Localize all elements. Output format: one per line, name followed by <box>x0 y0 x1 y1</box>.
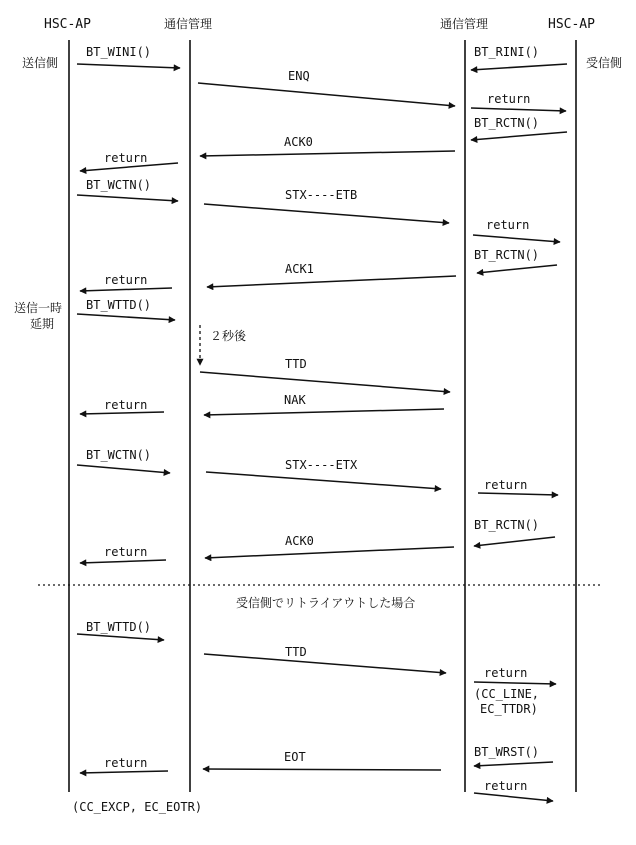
arrow-ack1 <box>207 276 456 287</box>
label-stx-etb: STX----ETB <box>285 188 358 202</box>
arrow-return-r1 <box>471 108 566 111</box>
label-bt-wini: BT_WINI() <box>86 45 152 59</box>
arrow-bt-wctn-1 <box>77 195 178 201</box>
header-right-ap: HSC-AP <box>548 17 595 32</box>
section-caption: 受信側でリトライアウトした場合 <box>236 596 416 610</box>
label-enq: ENQ <box>288 69 310 83</box>
label-bt-rini: BT_RINI() <box>474 45 540 59</box>
arrow-bt-wttd-2 <box>77 634 164 640</box>
arrow-return-r4 <box>474 682 556 684</box>
label-ack1: ACK1 <box>285 262 314 276</box>
arrow-return-r2 <box>473 235 560 242</box>
label-stx-etx: STX----ETX <box>285 458 358 472</box>
label-ttd-2: TTD <box>285 645 307 659</box>
label-error-final: (CC_EXCP, EC_EOTR) <box>72 800 203 814</box>
side-label-sender: 送信側 <box>22 56 59 70</box>
header-right-comm: 通信管理 <box>440 17 489 31</box>
arrow-ack0-1 <box>200 151 455 156</box>
label-error-ttdr: EC_TTDR) <box>480 702 538 716</box>
arrow-bt-wctn-2 <box>77 465 170 473</box>
arrow-bt-wrst <box>474 762 553 766</box>
label-bt-rctn-3: BT_RCTN() <box>474 518 540 532</box>
arrow-bt-rctn-3 <box>474 537 555 546</box>
arrow-enq <box>198 83 455 106</box>
side-label-delay-2: 延期 <box>30 317 55 331</box>
label-bt-rctn-2: BT_RCTN() <box>474 248 540 262</box>
label-ack0-2: ACK0 <box>285 534 314 548</box>
label-bt-rctn-1: BT_RCTN() <box>474 116 540 130</box>
label-bt-wctn-2: BT_WCTN() <box>86 448 152 462</box>
label-return-r4: return <box>484 666 528 680</box>
label-return-l3: return <box>104 398 148 412</box>
label-bt-wrst: BT_WRST() <box>474 745 540 759</box>
label-ack0-1: ACK0 <box>284 135 313 149</box>
label-return-l1: return <box>104 151 148 165</box>
arrow-nak <box>204 409 444 415</box>
label-return-l5: return <box>104 756 148 770</box>
arrow-bt-rctn-1 <box>471 132 567 140</box>
label-bt-wttd-1: BT_WTTD() <box>86 298 152 312</box>
arrow-ack0-2 <box>205 547 454 558</box>
label-bt-wctn-1: BT_WCTN() <box>86 178 152 192</box>
label-eot: EOT <box>284 750 306 764</box>
label-bt-wttd-2: BT_WTTD() <box>86 620 152 634</box>
arrow-return-l2 <box>80 288 172 291</box>
label-return-r2: return <box>486 218 530 232</box>
header-left-comm: 通信管理 <box>164 17 213 31</box>
arrow-return-l3 <box>80 412 164 414</box>
arrow-return-l4 <box>80 560 166 563</box>
arrow-bt-rini <box>471 64 567 70</box>
arrow-ttd-2 <box>204 654 446 673</box>
arrow-bt-wini <box>77 64 180 68</box>
side-label-receiver: 受信側 <box>586 56 623 70</box>
arrow-bt-wttd-1 <box>77 314 175 320</box>
label-return-r3: return <box>484 478 528 492</box>
arrow-return-r5 <box>474 793 553 801</box>
arrow-eot <box>203 769 441 770</box>
label-nak: NAK <box>284 393 306 407</box>
side-label-delay-1: 送信一時 <box>14 301 63 315</box>
label-return-l2: return <box>104 273 148 287</box>
arrow-ttd-1 <box>200 372 450 392</box>
label-return-r5: return <box>484 779 528 793</box>
header-left-ap: HSC-AP <box>44 17 91 32</box>
label-delay: ２秒後 <box>210 329 247 343</box>
label-return-r1: return <box>487 92 531 106</box>
arrow-return-r3 <box>478 493 558 495</box>
label-error-line: (CC_LINE, <box>474 687 540 701</box>
label-ttd-1: TTD <box>285 357 307 371</box>
arrow-stx-etb <box>204 204 449 223</box>
arrow-bt-rctn-2 <box>477 265 557 273</box>
arrow-return-l5 <box>80 771 168 773</box>
arrow-stx-etx <box>206 472 441 489</box>
label-return-l4: return <box>104 545 148 559</box>
